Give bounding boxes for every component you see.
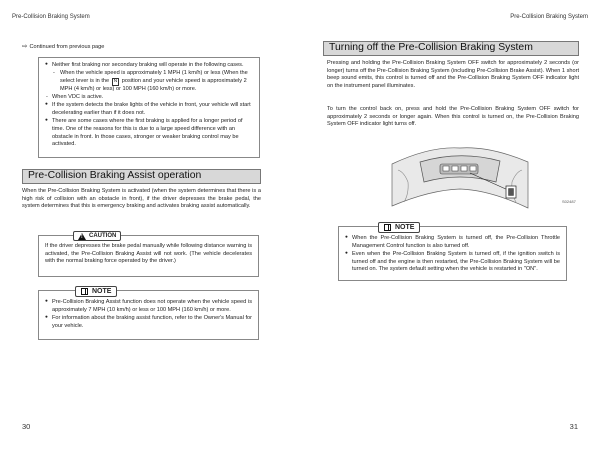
- continued-notes-box: [38, 57, 260, 158]
- turning-on-paragraph: To turn the control back on, press and hold the Pre-Collision Braking System OFF switch for approximately 2 seconds or longer again. When this control is turned on, the Pre-Collision Braking System OFF indicator light turns off.: [327, 106, 579, 128]
- running-head: Pre-Collision Braking System: [510, 14, 588, 20]
- note-item: ● For information about the braking assist function, refer to the Owner's Manual for your vehicle.: [45, 315, 252, 330]
- continued-indicator: [22, 43, 104, 52]
- list-item: ● If the system detects the brake lights of the vehicle in front, your vehicle will start decelerating earlier than if it does not.: [45, 102, 253, 117]
- note-item: ● Even when the Pre-Collision Braking System is turned off, if the ignition switch is turned off and the engine is then restarted, the Pre-Collision Braking System will be turned on. The system default setting when the vehicle is restarted in "ON".: [345, 251, 560, 274]
- caution-text: If the driver depresses the brake pedal manually while following distance warning is activated, the Pre-Collision Braking Assist will not work. (The vehicle decelerates with the normal braking force operated by the driver.): [45, 243, 252, 265]
- note-item: ● When the Pre-Collision Braking System is turned off, the Pre-Collision Throttle Management Control function is also turned off.: [345, 235, 560, 250]
- note-label: NOTE: [75, 286, 117, 297]
- list-item: ● There are some cases where the first braking is applied for a longer period of time. One of the reasons for this is due to a large speed difference with an obstacle in front. In those cases, stronger or weaker braking control may be activated.: [45, 118, 253, 149]
- figure-code: S02487: [562, 199, 576, 204]
- note-item: ● Pre-Collision Braking Assist function does not operate when the vehicle speed is approximately 7 MPH (10 km/h) or less or 100 MPH (160 km/h) or more.: [45, 299, 252, 314]
- shift-position-n-icon: N: [113, 78, 118, 84]
- caution-label: ! CAUTION: [73, 231, 121, 241]
- braking-assist-paragraph: When the Pre-Collision Braking System is activated (when the system determines that there is a high risk of collision with an obstacle in front), if the driver depresses the brake pedal, the system determines that this is emergency braking and activates braking assist automatically.: [22, 188, 261, 210]
- list-item: - When VDC is active.: [45, 94, 253, 102]
- list-item: - When the vehicle speed is approximately 1 MPH (1 km/h) or less (When the select lever is in the N position and your vehicle speed is approximately 2 MPH (4 km/h) or less) or 100 MPH (160 km/h) or more.: [45, 70, 253, 93]
- section-title-braking-assist: Pre-Collision Braking Assist operation: [22, 169, 261, 184]
- turning-off-paragraph: Pressing and holding the Pre-Collision Braking System OFF switch for approximately 2 seconds (or longer) turns off the Pre-Collision Braking System (including Pre-Collision Brake Assist). When 1 short beep sound emits, this control is turned off and the Pre-Collision Braking System OFF indicator light on the instrument panel illuminates.: [327, 60, 579, 90]
- running-head: Pre-Collision Braking System: [12, 14, 90, 20]
- note-book-icon: [384, 224, 391, 231]
- arrow-right-icon: ⇨: [22, 43, 28, 50]
- note-box-right: [338, 223, 567, 281]
- note-label: NOTE: [378, 222, 420, 233]
- page-number: 30: [22, 421, 31, 431]
- note-box-left: [38, 287, 259, 340]
- overhead-console-illustration: [390, 142, 530, 212]
- note-book-icon: [81, 288, 88, 295]
- warning-triangle-icon: [78, 233, 86, 240]
- list-item: ● Neither first braking nor secondary braking will operate in the following cases.: [45, 62, 253, 70]
- continued-label: Continued from previous page: [29, 44, 105, 50]
- section-title-turning-off: Turning off the Pre-Collision Braking System: [323, 41, 579, 56]
- page-number: 31: [569, 421, 578, 431]
- caution-box: [38, 232, 259, 277]
